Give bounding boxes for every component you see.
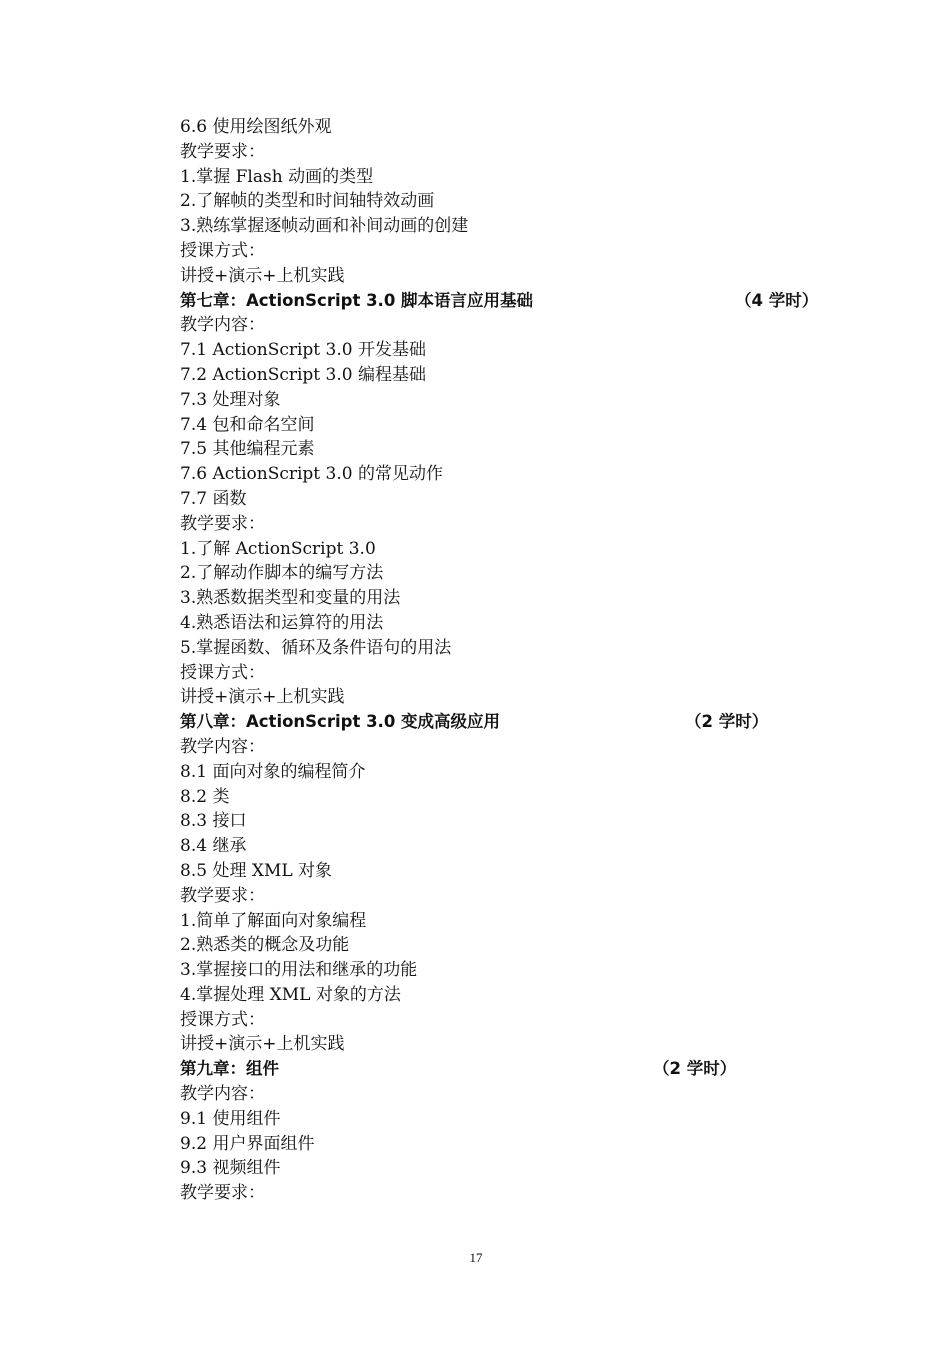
text-line: 7.1 ActionScript 3.0 开发基础 <box>180 340 426 361</box>
text-line: 教学内容： <box>180 315 265 336</box>
text-line: 8.5 处理 XML 对象 <box>180 860 333 881</box>
text-line: 授课方式： <box>180 662 265 683</box>
text-line: 8.1 面向对象的编程简介 <box>180 761 366 782</box>
chapter-heading-8 <box>180 710 860 735</box>
text-line: 1.简单了解面向对象编程 <box>180 910 367 931</box>
text-line: 3.熟悉数据类型和变量的用法 <box>180 588 401 609</box>
text-line: 讲授+演示+上机实践 <box>180 265 345 286</box>
chapter-title: 第七章：ActionScript 3.0 脚本语言应用基础 <box>180 290 534 310</box>
chapter-title: 第八章：ActionScript 3.0 变成高级应用 <box>180 712 501 732</box>
text-line: 5.掌握函数、循环及条件语句的用法 <box>180 637 452 658</box>
text-line: 8.2 类 <box>180 786 230 807</box>
chapter-hours: （4 学时） <box>735 290 819 310</box>
page-number: 17 <box>469 1250 483 1265</box>
text-line: 教学内容： <box>180 1084 265 1105</box>
text-line: 7.7 函数 <box>180 488 247 509</box>
text-line: 9.2 用户界面组件 <box>180 1133 315 1154</box>
text-line: 8.4 继承 <box>180 836 247 857</box>
text-line: 9.3 视频组件 <box>180 1158 281 1179</box>
text-line: 2.了解动作脚本的编写方法 <box>180 563 384 584</box>
text-line: 7.5 其他编程元素 <box>180 439 315 460</box>
chapter-hours: （2 学时） <box>653 1059 737 1079</box>
text-line: 教学要求： <box>180 885 265 906</box>
text-line: 授课方式： <box>180 240 265 261</box>
chapter-heading-9 <box>180 1057 860 1082</box>
text-line: 3.掌握接口的用法和继承的功能 <box>180 960 418 981</box>
text-line: 7.6 ActionScript 3.0 的常见动作 <box>180 464 443 485</box>
text-line: 教学要求： <box>180 141 265 162</box>
text-line: 9.1 使用组件 <box>180 1108 281 1129</box>
text-line: 7.2 ActionScript 3.0 编程基础 <box>180 364 426 385</box>
text-line: 6.6 使用绘图纸外观 <box>180 117 332 137</box>
text-line: 7.3 处理对象 <box>180 389 281 410</box>
text-line: 教学要求： <box>180 1183 265 1204</box>
chapter-title: 第九章：组件 <box>180 1059 279 1079</box>
text-line: 7.4 包和命名空间 <box>180 414 315 435</box>
document-body <box>180 115 860 1206</box>
text-line: 1.掌握 Flash 动画的类型 <box>180 166 374 187</box>
text-line: 讲授+演示+上机实践 <box>180 1034 345 1055</box>
chapter-hours: （2 学时） <box>685 712 769 732</box>
text-line: 讲授+演示+上机实践 <box>180 687 345 708</box>
text-line: 4.掌握处理 XML 对象的方法 <box>180 984 401 1005</box>
text-line: 授课方式： <box>180 1009 265 1030</box>
text-line: 8.3 接口 <box>180 811 247 832</box>
text-line: 2.熟悉类的概念及功能 <box>180 935 350 956</box>
text-line: 教学要求： <box>180 513 265 534</box>
chapter-heading-7 <box>180 289 860 314</box>
text-line: 3.熟练掌握逐帧动画和补间动画的创建 <box>180 216 469 237</box>
text-line: 4.熟悉语法和运算符的用法 <box>180 612 384 633</box>
text-line: 2.了解帧的类型和时间轴特效动画 <box>180 191 435 212</box>
text-line: 1.了解 ActionScript 3.0 <box>180 538 376 559</box>
text-line: 教学内容： <box>180 736 265 757</box>
